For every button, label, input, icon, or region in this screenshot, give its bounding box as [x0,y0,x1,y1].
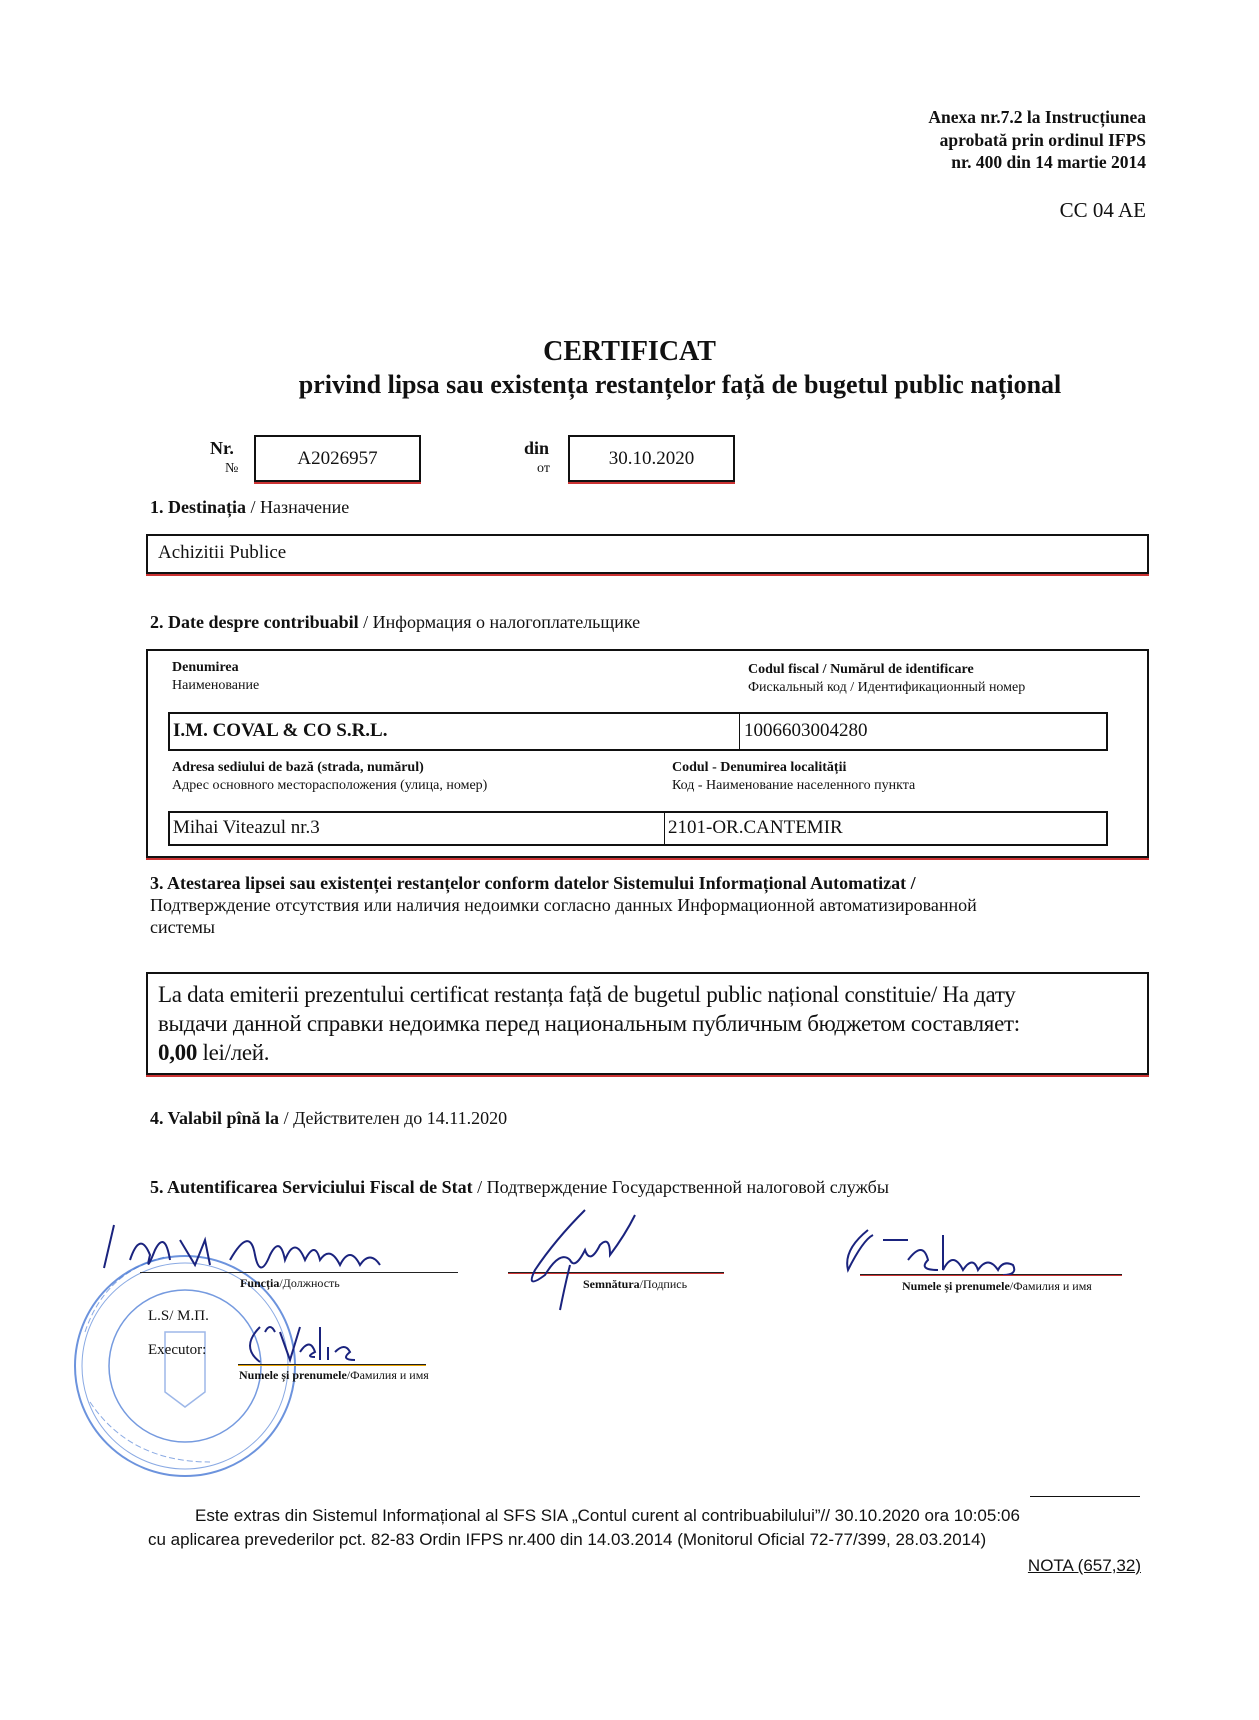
function-line [140,1272,458,1273]
fiscal-code: 1006603004280 [744,720,868,741]
signature-label-ro: Semnătura [583,1277,640,1291]
section5-heading [150,1177,889,1198]
currency: lei/лей. [197,1040,270,1065]
arrears-amount: 0,00 [158,1040,198,1065]
section1-title-ro: 1. Destinația [150,497,246,517]
section1-heading [150,497,349,518]
name-label [902,1279,1092,1294]
certificate-number: A2026957 [254,435,421,482]
section5-title-ru: / Подтверждение Государственной налоговой службы [472,1177,889,1197]
section1-title-ru: / Назначение [246,497,350,517]
destination-box [146,534,1149,574]
name-row [168,712,1108,751]
document-subtitle: privind lipsa sau existența restanțelor față de bugetul public național [298,370,1062,399]
executor-name-label-ro: Numele și prenumele [239,1368,347,1382]
section2-title-ro: 2. Date despre contribuabil [150,612,359,632]
name-label-ru: /Фамилия и имя [1009,1279,1092,1293]
divider [739,714,740,749]
name-label-ro: Denumirea [172,660,239,675]
section5-title-ro: 5. Autentificarea Serviciului Fiscal de Stat [150,1177,473,1197]
name-label-ru: Наименование [172,678,260,693]
signature [510,1205,660,1315]
fiscal-label-ru: Фискальный код / Идентификационный номер [748,680,1026,695]
document-title: CERTIFICAT [543,336,716,367]
locality-label-ro: Codul - Denumirea localității [672,760,847,775]
taxpayer-table [146,649,1149,858]
section3-heading [150,872,977,938]
number-label: Nr. [210,438,234,458]
section4-heading [150,1108,507,1129]
address-row [168,811,1108,846]
locality-value: 2101-OR.CANTEMIR [668,817,843,838]
name-label [172,659,259,695]
section4-title-ru: / Действителен до 14.11.2020 [279,1108,508,1128]
date-label: din [524,438,550,458]
address-label-ro: Adresa sediului de bază (strada, numărul) [172,760,424,775]
section2-title-ru: / Информация о налогоплательщике [358,612,641,632]
signature-label [583,1277,687,1292]
signature-label-ru: /Подпись [639,1277,688,1291]
annex-reference [928,106,1146,174]
executor-name-label [239,1368,429,1383]
form-code: CC 04 AE [1059,198,1146,222]
statement-line: выдачи данной справки недоимка перед национальным публичным бюджетом составляет: [158,1011,1020,1036]
fiscal-label-ro: Codul fiscal / Numărul de identificare [748,662,974,677]
function-handwriting [100,1220,470,1270]
section4-title-ro: 4. Valabil pînă la [150,1108,280,1128]
statement-amount-line [158,1038,1020,1067]
number-label-ru: № [225,461,239,476]
destination-value: Achizitii Publice [158,542,287,563]
section3-title-ru-2: системы [150,917,215,937]
footer-nota: NOTA (657,32) [1027,1556,1141,1575]
certificate-date: 30.10.2020 [568,435,735,482]
date-label-ru: от [537,461,550,476]
function-label [240,1276,340,1291]
name-label-ro: Numele și prenumele [902,1279,1010,1293]
executor-label: Executor: [148,1342,207,1358]
address-value: Mihai Viteazul nr.3 [173,817,320,838]
address-label [172,759,487,795]
statement-line: La data emiterii prezentului certificat restanța față de bugetul public național constituie/ На дату [158,982,1016,1007]
section3-title-ru: Подтверждение отсутствия или наличия недоимки согласно данных Информационной автоматизированной [150,895,977,915]
function-label-ru: /Должность [279,1276,340,1290]
annex-line: Anexa nr.7.2 la Instrucțiunea [928,107,1146,127]
statement-box [146,972,1149,1075]
footer-line-2: cu aplicarea prevederilor pct. 82-83 Ordin IFPS nr.400 din 14.03.2014 (Monitorul Oficial 72-77/399, 28.03.2014) [148,1530,987,1549]
fiscal-label [748,661,1025,697]
divider [664,813,665,844]
executor-line [238,1364,426,1365]
executor-name-label-ru: /Фамилия и имя [346,1368,429,1382]
annex-line: aprobată prin ordinul IFPS [939,129,1146,150]
name-handwriting [838,1225,1068,1275]
section2-heading [150,612,640,633]
footer-line-1: Este extras din Sistemul Informațional al SFS SIA „Contul curent al contribuabilului”// 30.10.2020 ora 10:05:06 [195,1506,1020,1525]
locality-label [672,759,915,795]
locality-label-ru: Код - Наименование населенного пункта [672,778,916,793]
section3-title-ro: 3. Atestarea lipsei sau existenței restanțelor conform datelor Sistemului Informațional Automatizat / [150,873,916,893]
taxpayer-name: I.M. COVAL & CO S.R.L. [173,720,388,741]
annex-line: nr. 400 din 14 martie 2014 [951,152,1146,172]
executor-signature [240,1322,380,1364]
footer-rule [1030,1496,1140,1497]
statement-text [158,980,1020,1067]
function-label-ro: Funcția [240,1276,280,1290]
seal-placeholder-label: L.S/ М.П. [148,1308,209,1324]
address-label-ru: Адрес основного месторасположения (улица, номер) [172,778,488,793]
